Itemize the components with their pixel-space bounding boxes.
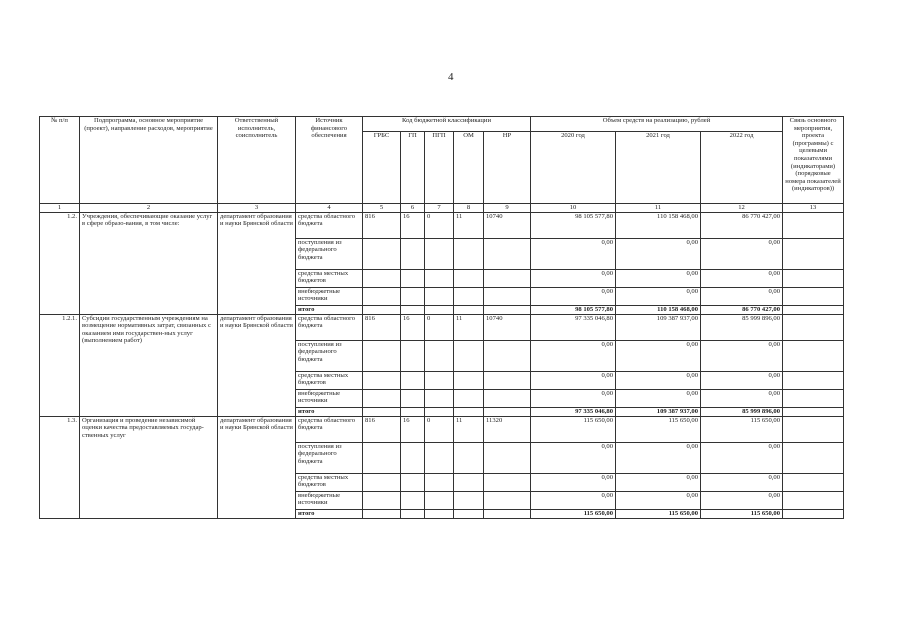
value-2022: 0,00 <box>701 269 783 287</box>
value-2021: 110 158 468,00 <box>616 305 701 314</box>
link-cell <box>783 305 844 314</box>
code-nr-empty <box>484 238 531 269</box>
code-om-empty <box>454 509 484 518</box>
code-nr: 10740 <box>484 212 531 238</box>
code-grbs-empty <box>363 442 401 473</box>
code-pgp-empty <box>425 340 454 371</box>
value-2020: 98 105 577,80 <box>531 212 616 238</box>
code-nr-empty <box>484 491 531 509</box>
link-cell <box>783 389 844 407</box>
value-2021: 0,00 <box>616 442 701 473</box>
code-nr-empty <box>484 340 531 371</box>
value-2020: 0,00 <box>531 491 616 509</box>
code-pgp: 0 <box>425 314 454 340</box>
value-2021: 0,00 <box>616 371 701 389</box>
code-gp-empty <box>401 371 425 389</box>
link-cell <box>783 238 844 269</box>
code-nr-empty <box>484 509 531 518</box>
code-nr-empty <box>484 473 531 491</box>
code-gp-empty <box>401 473 425 491</box>
code-pgp-empty <box>425 269 454 287</box>
item-number: 1.3. <box>40 416 80 518</box>
value-2021: 109 387 937,00 <box>616 407 701 416</box>
header-volume: Объем средств на реализацию, рублей <box>531 117 783 132</box>
value-2022: 0,00 <box>701 491 783 509</box>
code-nr-empty <box>484 407 531 416</box>
code-om-empty <box>454 305 484 314</box>
item-number: 1.2. <box>40 212 80 314</box>
link-cell <box>783 269 844 287</box>
code-grbs-empty <box>363 305 401 314</box>
code-gp-empty <box>401 491 425 509</box>
code-grbs-empty <box>363 371 401 389</box>
link-cell <box>783 416 844 442</box>
header-source: Источник финансового обеспечения <box>296 117 363 204</box>
column-number: 13 <box>783 204 844 213</box>
value-2022: 0,00 <box>701 389 783 407</box>
source-local: средства местных бюджетов <box>296 269 363 287</box>
code-om-empty <box>454 287 484 305</box>
value-2022: 86 770 427,00 <box>701 305 783 314</box>
code-gp-empty <box>401 340 425 371</box>
source-extrabudget: внебюджетные источники <box>296 389 363 407</box>
link-cell <box>783 407 844 416</box>
code-grbs: 816 <box>363 212 401 238</box>
source-regional: средства областного бюджета <box>296 314 363 340</box>
value-2021: 115 650,00 <box>616 416 701 442</box>
code-pgp-empty <box>425 407 454 416</box>
link-cell <box>783 442 844 473</box>
value-2020: 0,00 <box>531 269 616 287</box>
link-cell <box>783 340 844 371</box>
code-gp: 16 <box>401 314 425 340</box>
table-row <box>40 416 844 442</box>
item-responsible: департамент образования и науки Брянской области <box>218 416 296 518</box>
value-2020: 0,00 <box>531 442 616 473</box>
column-number: 4 <box>296 204 363 213</box>
value-2021: 0,00 <box>616 473 701 491</box>
code-grbs-empty <box>363 269 401 287</box>
source-extrabudget: внебюджетные источники <box>296 287 363 305</box>
column-number: 12 <box>701 204 783 213</box>
code-pgp-empty <box>425 287 454 305</box>
value-2021: 115 650,00 <box>616 509 701 518</box>
code-grbs-empty <box>363 389 401 407</box>
table-row <box>40 314 844 340</box>
header-responsible: Ответственный исполнитель, соисполнитель <box>218 117 296 204</box>
code-pgp-empty <box>425 491 454 509</box>
code-nr: 10740 <box>484 314 531 340</box>
value-2020: 0,00 <box>531 287 616 305</box>
code-gp-empty <box>401 407 425 416</box>
header-2021: 2021 год <box>616 132 701 204</box>
header-budget-code: Код бюджетной классификации <box>363 117 531 132</box>
value-2022: 0,00 <box>701 442 783 473</box>
code-om-empty <box>454 442 484 473</box>
code-om-empty <box>454 238 484 269</box>
value-2022: 0,00 <box>701 340 783 371</box>
source-local: средства местных бюджетов <box>296 371 363 389</box>
item-responsible: департамент образования и науки Брянской области <box>218 212 296 314</box>
value-2022: 115 650,00 <box>701 416 783 442</box>
code-gp-empty <box>401 509 425 518</box>
code-gp-empty <box>401 238 425 269</box>
code-grbs-empty <box>363 491 401 509</box>
value-2022: 85 999 896,00 <box>701 407 783 416</box>
header-link: Связь основного мероприятия, проекта (программы) с целевыми показателями (индикаторами) (порядковые номера показателей (индикаторов)) <box>783 117 844 204</box>
code-gp-empty <box>401 269 425 287</box>
code-om: 11 <box>454 314 484 340</box>
column-number-row <box>40 204 844 213</box>
link-cell <box>783 473 844 491</box>
code-nr-empty <box>484 287 531 305</box>
code-gp-empty <box>401 389 425 407</box>
source-extrabudget: внебюджетные источники <box>296 491 363 509</box>
code-om-empty <box>454 491 484 509</box>
code-gp: 16 <box>401 416 425 442</box>
column-number: 2 <box>80 204 218 213</box>
value-2022: 115 650,00 <box>701 509 783 518</box>
source-federal: поступления из федерального бюджета <box>296 442 363 473</box>
program-table <box>39 116 844 519</box>
value-2022: 0,00 <box>701 238 783 269</box>
table-header-row <box>40 117 844 132</box>
header-grbs: ГРБС <box>363 132 401 204</box>
link-cell <box>783 314 844 340</box>
code-pgp-empty <box>425 509 454 518</box>
column-number: 10 <box>531 204 616 213</box>
value-2020: 97 335 046,80 <box>531 407 616 416</box>
value-2021: 0,00 <box>616 238 701 269</box>
column-number: 7 <box>425 204 454 213</box>
header-2022: 2022 год <box>701 132 783 204</box>
code-grbs-empty <box>363 340 401 371</box>
header-nr: НР <box>484 132 531 204</box>
code-nr-empty <box>484 371 531 389</box>
value-2022: 85 999 896,00 <box>701 314 783 340</box>
code-om-empty <box>454 371 484 389</box>
header-pgp: ПГП <box>425 132 454 204</box>
code-pgp-empty <box>425 389 454 407</box>
value-2020: 0,00 <box>531 473 616 491</box>
code-grbs-empty <box>363 238 401 269</box>
table-row <box>40 212 844 238</box>
source-total: итого <box>296 305 363 314</box>
item-name: Организация и проведение независимой оценки качества предоставляемых государ-ственных услуг <box>80 416 218 518</box>
item-name: Субсидии государственным учреждениям на возмещение нормативных затрат, связанных с оказанием ими государствен-ных услуг (выполнением работ) <box>80 314 218 416</box>
link-cell <box>783 212 844 238</box>
code-om-empty <box>454 473 484 491</box>
source-total: итого <box>296 509 363 518</box>
code-gp-empty <box>401 442 425 473</box>
code-grbs: 816 <box>363 314 401 340</box>
code-gp-empty <box>401 305 425 314</box>
code-nr: 11320 <box>484 416 531 442</box>
value-2020: 115 650,00 <box>531 416 616 442</box>
link-cell <box>783 509 844 518</box>
code-om-empty <box>454 389 484 407</box>
code-grbs-empty <box>363 407 401 416</box>
value-2022: 0,00 <box>701 371 783 389</box>
code-gp: 16 <box>401 212 425 238</box>
code-grbs-empty <box>363 509 401 518</box>
source-federal: поступления из федерального бюджета <box>296 340 363 371</box>
value-2022: 0,00 <box>701 473 783 491</box>
value-2020: 98 105 577,80 <box>531 305 616 314</box>
source-federal: поступления из федерального бюджета <box>296 238 363 269</box>
code-pgp: 0 <box>425 212 454 238</box>
code-pgp-empty <box>425 442 454 473</box>
value-2020: 115 650,00 <box>531 509 616 518</box>
value-2021: 0,00 <box>616 491 701 509</box>
header-om: ОМ <box>454 132 484 204</box>
item-number: 1.2.1. <box>40 314 80 416</box>
page-number: 4 <box>448 71 454 83</box>
value-2020: 0,00 <box>531 389 616 407</box>
value-2021: 0,00 <box>616 287 701 305</box>
source-total: итого <box>296 407 363 416</box>
code-gp-empty <box>401 287 425 305</box>
value-2022: 0,00 <box>701 287 783 305</box>
source-local: средства местных бюджетов <box>296 473 363 491</box>
value-2021: 0,00 <box>616 389 701 407</box>
code-nr-empty <box>484 442 531 473</box>
code-om-empty <box>454 340 484 371</box>
code-grbs: 816 <box>363 416 401 442</box>
column-number: 3 <box>218 204 296 213</box>
code-pgp-empty <box>425 305 454 314</box>
code-om: 11 <box>454 212 484 238</box>
code-om-empty <box>454 407 484 416</box>
link-cell <box>783 491 844 509</box>
code-pgp: 0 <box>425 416 454 442</box>
header-2020: 2020 год <box>531 132 616 204</box>
column-number: 6 <box>401 204 425 213</box>
value-2021: 0,00 <box>616 269 701 287</box>
code-nr-empty <box>484 389 531 407</box>
code-pgp-empty <box>425 238 454 269</box>
item-name: Учреждения, обеспечивающие оказание услуг в сфере образо-вания, в том числе: <box>80 212 218 314</box>
code-pgp-empty <box>425 473 454 491</box>
code-nr-empty <box>484 305 531 314</box>
link-cell <box>783 371 844 389</box>
value-2022: 86 770 427,00 <box>701 212 783 238</box>
code-om: 11 <box>454 416 484 442</box>
column-number: 9 <box>484 204 531 213</box>
column-number: 5 <box>363 204 401 213</box>
value-2021: 109 387 937,00 <box>616 314 701 340</box>
code-grbs-empty <box>363 287 401 305</box>
value-2020: 97 335 046,80 <box>531 314 616 340</box>
code-grbs-empty <box>363 473 401 491</box>
item-responsible: департамент образования и науки Брянской области <box>218 314 296 416</box>
source-regional: средства областного бюджета <box>296 416 363 442</box>
header-num: № п/п <box>40 117 80 204</box>
column-number: 8 <box>454 204 484 213</box>
code-nr-empty <box>484 269 531 287</box>
header-gp: ГП <box>401 132 425 204</box>
source-regional: средства областного бюджета <box>296 212 363 238</box>
value-2021: 110 158 468,00 <box>616 212 701 238</box>
header-subprogram: Подпрограмма, основное мероприятие (проект), направление расходов, мероприятие <box>80 117 218 204</box>
value-2020: 0,00 <box>531 238 616 269</box>
code-om-empty <box>454 269 484 287</box>
code-pgp-empty <box>425 371 454 389</box>
column-number: 11 <box>616 204 701 213</box>
link-cell <box>783 287 844 305</box>
value-2021: 0,00 <box>616 340 701 371</box>
column-number: 1 <box>40 204 80 213</box>
value-2020: 0,00 <box>531 340 616 371</box>
value-2020: 0,00 <box>531 371 616 389</box>
